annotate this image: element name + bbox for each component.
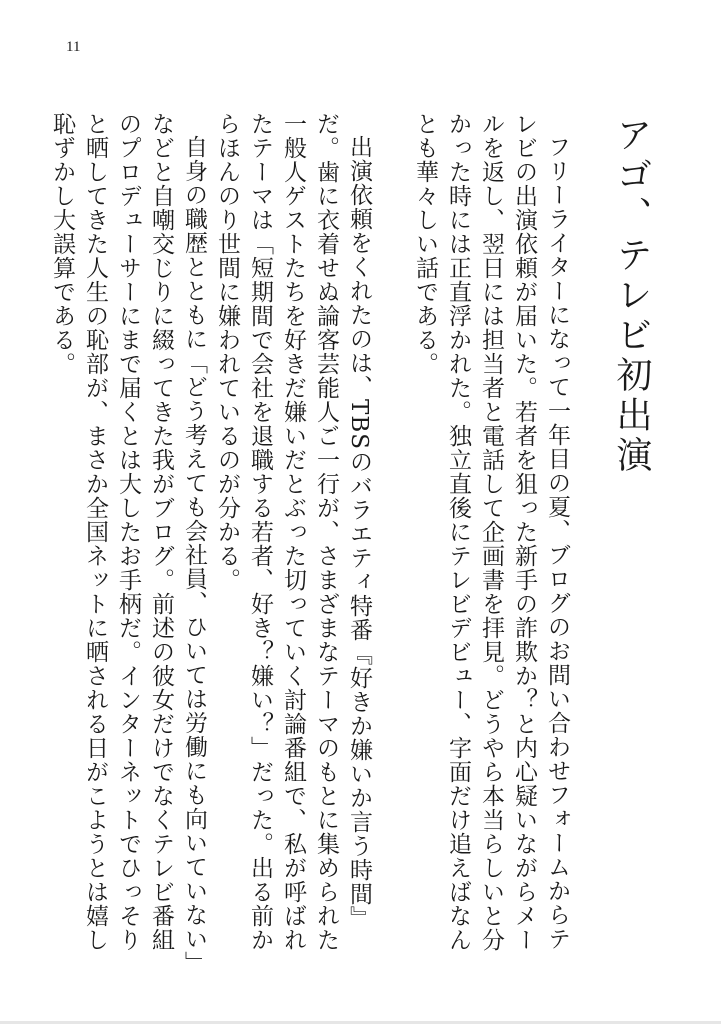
chapter-title: アゴ、テレビ初出演 (611, 116, 652, 476)
paragraph-3: 自身の職歴とともに「どう考えても会社員、ひいては労働にも向いていない」などと自嘲交じりに綴ってきた我がブログ。前述の彼女だけでなくテレビ番組のプロデューサーにまで届くとは大したお手柄だ。インターネットでひっそりと晒してきた人生の恥部が、まさか全国ネットに晒される日がこようとは嬉し恥ずかし大誤算である。 (49, 112, 207, 964)
paragraph-2: 出演依頼をくれたのは、TBSのバラエティ特番『好きか嫌いか言う時間』だ。歯に衣着せぬ論客芸能人ご一行が、さまざまなテーマのもとに集められた一般人ゲストたちを好きだ嫌いだとぶった切っていく討論番組で、私が呼ばれたテーマは「短期間で会社を退職する若者、好き？嫌い？」だった。出る前からほんのり世間に嫌われているのが分かる。 (214, 112, 372, 952)
page-content (49, 112, 652, 972)
paragraph-gap (375, 112, 408, 972)
page-number: 11 (66, 39, 81, 55)
paragraph-1: フリーライターになって一年目の夏、ブログのお問い合わせフォームからテレビの出演依頼が届いた。若者を狙った新手の詐欺か？と内心疑いながらメールを返し、翌日には担当者と電話して企画書を拝見。どうやら本当らしいと分かった時には正直浮かれた。独立直後にテレビデビュー、字面だけ追えばなんとも華々しい話である。 (412, 112, 570, 952)
